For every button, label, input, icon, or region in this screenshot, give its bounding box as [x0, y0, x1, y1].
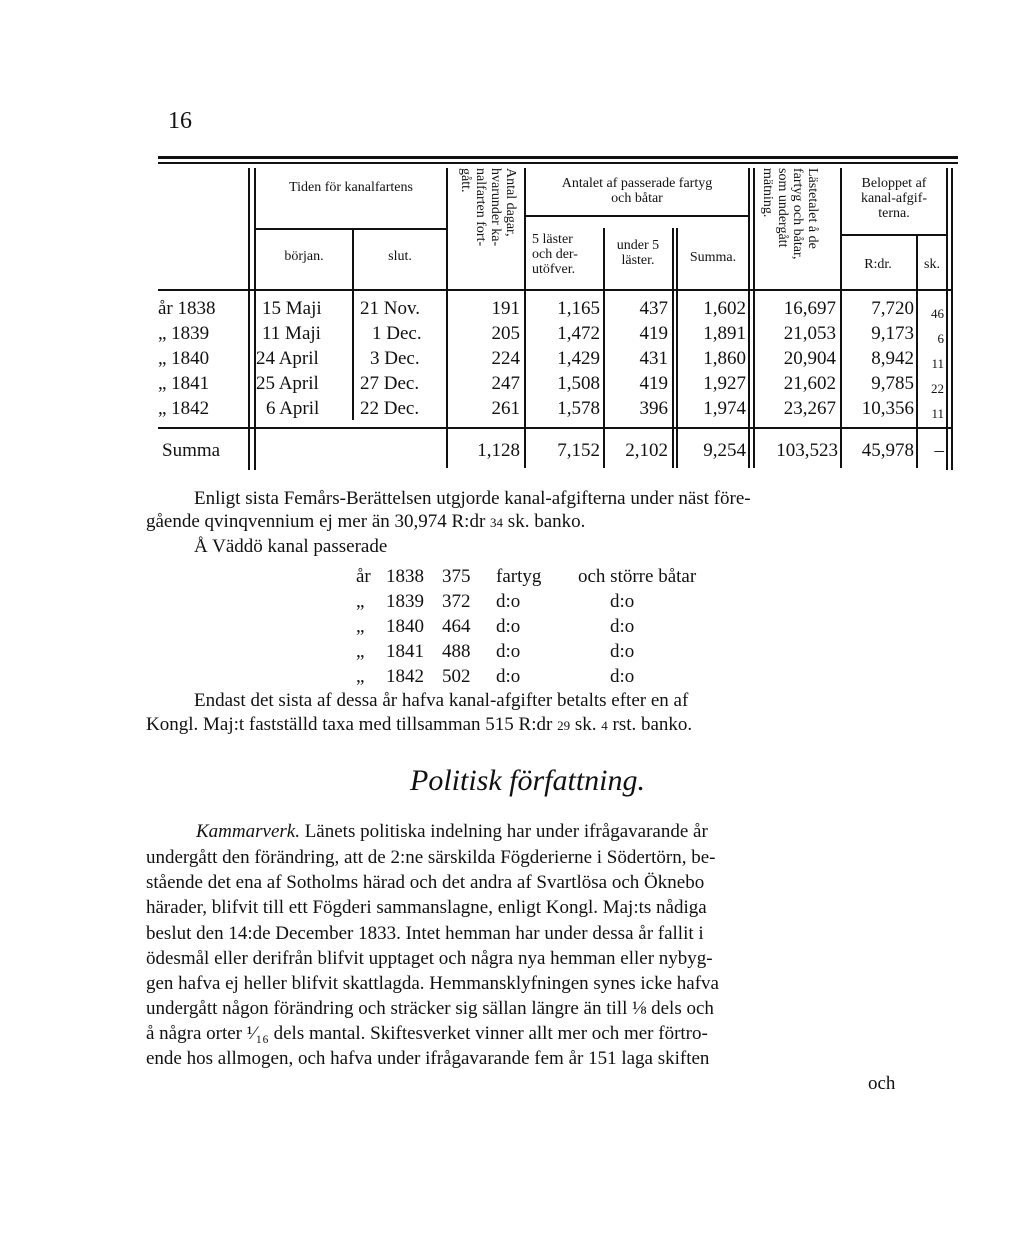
row-sk: 11: [931, 406, 944, 421]
row-year: „ 1842: [158, 398, 210, 419]
row-dagar: 205: [491, 323, 520, 344]
list-item: „ 1839 372 d:o d:o: [356, 591, 635, 612]
header-summa: Summa.: [689, 250, 737, 265]
row-summa: 1,974: [703, 398, 746, 419]
row-year: „ 1840: [158, 348, 210, 369]
row-slut: 22 Dec.: [360, 398, 420, 419]
row-slut: 21 Nov.: [360, 298, 420, 319]
row-last: 21,602: [783, 373, 836, 394]
total-last: 103,523: [776, 440, 838, 461]
row-borjan: 25 April: [256, 373, 319, 394]
section-line: gen hafva ej heller blifvit skattlagda. Hemmansklyfningen synes icke hafva: [146, 973, 719, 994]
header-slut: slut.: [388, 249, 412, 264]
row-rdr: 8,942: [871, 348, 914, 369]
row-sk: 22: [931, 381, 944, 396]
list-item: „ 1840 464 d:o d:o: [356, 616, 635, 637]
row-dagar: 224: [491, 348, 520, 369]
list-item: „ 1842 502 d:o d:o: [356, 666, 635, 687]
top-rule-thin: [158, 162, 958, 164]
header-antalet: Antalet af passerade fartyg och båtar: [561, 176, 713, 206]
paragraph-2-line-1: Endast det sista af dessa år hafva kanal-afgifter betalts efter en af: [194, 690, 689, 711]
row-rdr: 7,720: [871, 298, 914, 319]
row-last: 21,053: [783, 323, 836, 344]
header-antal-dagar: Antal dagar, hvarunder ka- nalfarten fort- gått.: [458, 168, 518, 247]
row-under5: 419: [639, 373, 668, 394]
paragraph-1-line-1: Enligt sista Femårs-Berättelsen utgjorde kanal-afgifterna under näst före-: [194, 488, 751, 509]
header-tiden: Tiden för kanalfartens: [289, 180, 413, 195]
row-dagar: 247: [491, 373, 520, 394]
section-line: ödesmål eller derifrån blifvit upptaget och några nya hemman eller nybyg-: [146, 948, 713, 969]
row-last: 23,267: [783, 398, 836, 419]
row-summa: 1,927: [703, 373, 746, 394]
section-lead: Kammarverk.: [196, 821, 300, 842]
row-under5: 396: [639, 398, 668, 419]
header-sk: sk.: [924, 257, 940, 272]
row-borjan: 11 Maji: [262, 323, 321, 344]
header-borjan: början.: [284, 249, 324, 264]
row-borjan: 24 April: [256, 348, 319, 369]
total-under5: 2,102: [625, 440, 668, 461]
row-summa: 1,891: [703, 323, 746, 344]
header-beloppet: Beloppet af kanal-afgif- terna.: [860, 176, 928, 221]
total-summa: 9,254: [703, 440, 746, 461]
section-heading: Politisk författning.: [410, 764, 646, 797]
row-last: 16,697: [783, 298, 836, 319]
row-year: år 1838: [158, 298, 216, 319]
row-summa: 1,860: [703, 348, 746, 369]
total-over5: 7,152: [557, 440, 600, 461]
total-label: Summa: [162, 440, 221, 461]
section-line: härader, blifvit till ett Fögderi sammanslagne, enligt Kongl. Maj:ts nådiga: [146, 897, 707, 918]
row-dagar: 261: [491, 398, 520, 419]
row-under5: 437: [639, 298, 668, 319]
row-slut: 3 Dec.: [370, 348, 420, 369]
row-under5: 431: [639, 348, 668, 369]
row-slut: 27 Dec.: [360, 373, 420, 394]
section-line: å några orter ¹⁄₁₆ dels mantal. Skiftesverket vinner allt mer och mer förtro-: [146, 1023, 708, 1044]
header-lastetalet: Lästetalet å de fartyg och båtar, som undergått mätning.: [760, 168, 820, 260]
paragraph-1-line-2: gående qvinqvennium ej mer än 30,974 R:dr 34 sk. banko.: [146, 511, 586, 532]
row-rdr: 9,785: [871, 373, 914, 394]
section-line-1: Kammarverk. Länets politiska indelning har under ifrågavarande år: [196, 821, 708, 842]
list-item: år 1838 375 fartyg och större båtar: [356, 566, 697, 587]
row-over5: 1,472: [557, 323, 600, 344]
header-under-5: under 5 läster.: [616, 238, 660, 268]
total-rdr: 45,978: [861, 440, 914, 461]
row-dagar: 191: [491, 298, 520, 319]
row-under5: 419: [639, 323, 668, 344]
row-borjan: 15 Maji: [262, 298, 322, 319]
row-over5: 1,508: [557, 373, 600, 394]
row-last: 20,904: [783, 348, 836, 369]
row-slut: 1 Dec.: [372, 323, 422, 344]
total-sk: –: [934, 440, 944, 461]
row-sk: 11: [931, 356, 944, 371]
row-rdr: 9,173: [871, 323, 914, 344]
section-line: stående det ena af Sotholms härad och det andra af Svartlösa och Öknebo: [146, 872, 705, 893]
row-sk: 46: [931, 306, 944, 321]
row-year: „ 1839: [158, 323, 210, 344]
section-line: undergått den förändring, att de 2:ne särskilda Fögderierne i Södertörn, be-: [146, 847, 716, 868]
section-line: undergått någon förändring och sträcker sig sällan längre än till ⅛ dels och: [146, 998, 714, 1019]
row-borjan: 6 April: [266, 398, 320, 419]
row-rdr: 10,356: [861, 398, 914, 419]
row-summa: 1,602: [703, 298, 746, 319]
top-rule-thick: [158, 156, 958, 159]
row-over5: 1,429: [557, 348, 600, 369]
row-year: „ 1841: [158, 373, 210, 394]
section-line: ende hos allmogen, och hafva under ifrågavarande fem år 151 laga skiften: [146, 1048, 710, 1069]
paragraph-2-line-2: Kongl. Maj:t fastställd taxa med tillsamman 515 R:dr 29 sk. 4 rst. banko.: [146, 714, 693, 735]
row-over5: 1,165: [557, 298, 600, 319]
catchword: och: [868, 1073, 896, 1094]
header-5-laster: 5 läster och der- utöfver.: [532, 232, 578, 277]
header-rdr: R:dr.: [864, 257, 892, 272]
row-sk: 6: [937, 331, 944, 346]
page-number: 16: [168, 108, 192, 134]
vaddo-intro: Å Väddö kanal passerade: [194, 536, 388, 557]
total-dagar: 1,128: [477, 440, 520, 461]
list-item: „ 1841 488 d:o d:o: [356, 641, 635, 662]
section-line: beslut den 14:de December 1833. Intet hemman har under dessa år fallit i: [146, 923, 704, 944]
row-over5: 1,578: [557, 398, 600, 419]
